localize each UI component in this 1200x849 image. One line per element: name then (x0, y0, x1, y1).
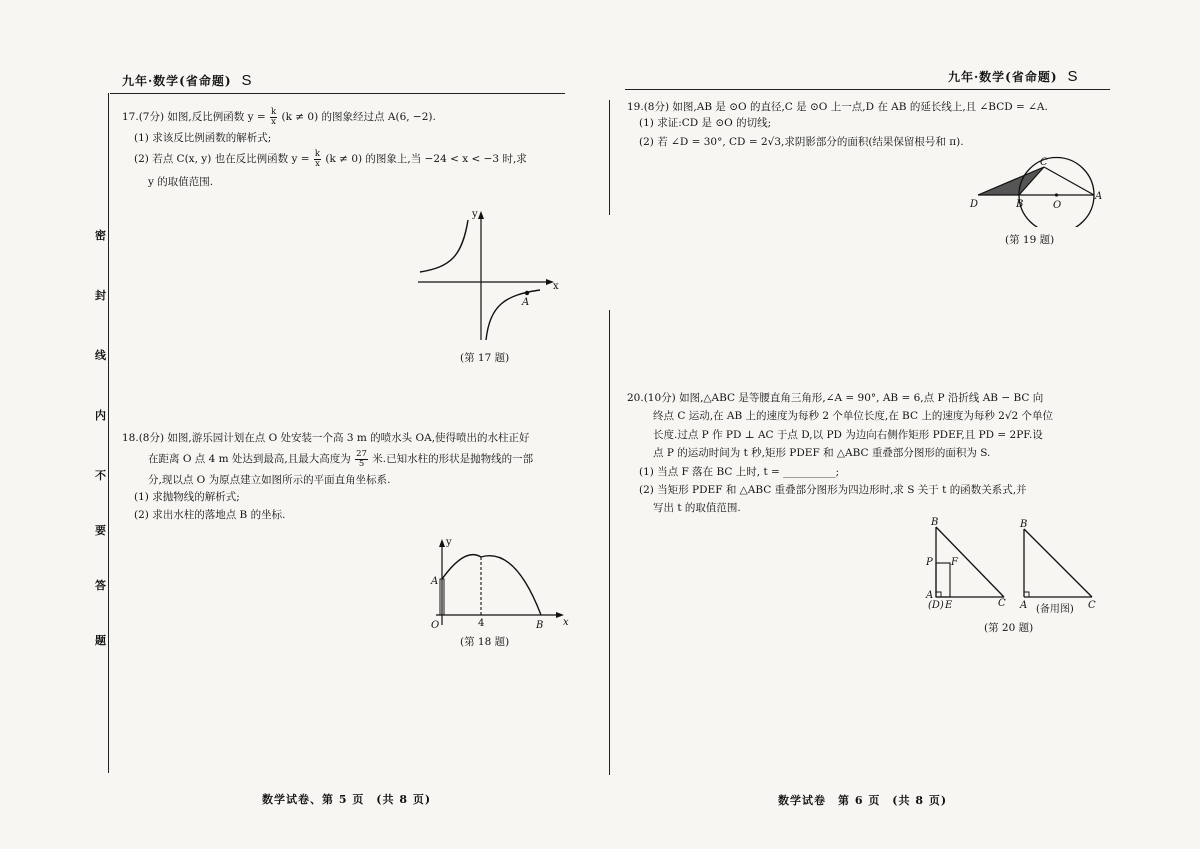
point-a-label: A (522, 297, 530, 308)
hyperbola-branch-2nd-quadrant (420, 220, 468, 272)
seal-char: 要 (95, 524, 106, 537)
fraction-k-over-x (314, 150, 321, 168)
frac-den: x (315, 158, 320, 169)
q17-stem-a: 17.(7分) 如图,反比例函数 y = (122, 111, 266, 123)
q18-stem-b-a: 在距离 O 点 4 m 处达到最高,且最大高度为 (148, 453, 351, 466)
q18-caption: (第 18 题) (460, 636, 510, 648)
label-b: B (1016, 199, 1024, 210)
label-f: F (951, 557, 958, 568)
label-a: A (1095, 191, 1103, 202)
frac-num: 27 (356, 449, 367, 460)
left-page-header (122, 72, 253, 89)
point-a-label: A (431, 576, 439, 587)
q17-part2-b: (k ≠ 0) 的图象上,当 −24 < x < −3 时,求 (325, 153, 527, 166)
q19-figure (962, 155, 1107, 227)
q17-part1: (1) 求该反比例函数的解析式; (134, 132, 272, 144)
seal-char: 线 (95, 349, 106, 362)
q19-caption: (第 19 题) (1005, 234, 1055, 246)
point-b-label: B (536, 620, 544, 631)
frac-num: k (271, 107, 277, 117)
frac-den: x (271, 116, 276, 127)
label-d: (D) (928, 600, 944, 611)
right-page-header (948, 68, 1079, 85)
q18-part1: (1) 求抛物线的解析式; (134, 490, 240, 503)
circle-o (1019, 158, 1094, 228)
main-triangle (936, 527, 1004, 597)
frac-den: 5 (358, 458, 365, 469)
seal-char: 答 (95, 579, 106, 592)
label-c: C (1088, 600, 1096, 611)
label-p: P (926, 557, 933, 568)
header-title: 九年·数学(省命题) (948, 70, 1058, 84)
point-a (525, 291, 529, 295)
q18-stem-c: 分,现以点 O 为原点建立如图所示的平面直角坐标系. (148, 474, 391, 487)
question-18 (122, 430, 572, 523)
q18-stem-b (122, 450, 572, 468)
y-axis-label: y (446, 537, 452, 548)
q18-part2: (2) 求出水柱的落地点 B 的坐标. (134, 508, 286, 521)
tick-4-label: 4 (478, 618, 485, 629)
fraction-k-over-x (270, 108, 277, 126)
label-b: B (931, 517, 939, 528)
q17-part2-a: (2) 若点 C(x, y) 也在反比例函数 y = (134, 153, 310, 166)
q17-stem (122, 108, 572, 126)
question-17 (122, 108, 572, 191)
spare-figure-label: (备用图) (1036, 604, 1074, 615)
q20-part1: (1) 当点 F 落在 BC 上时, t = __________; (639, 465, 840, 478)
q20-stem-b: 终点 C 运动,在 AB 上的速度为每秒 2 个单位长度,在 BC 上的速度为每秒 2√2 个单位 (653, 410, 1054, 423)
header-suffix: S (241, 72, 253, 89)
origin-label: O (431, 620, 440, 631)
seal-char: 题 (95, 634, 106, 647)
header-rule (625, 89, 1110, 90)
q19-part1: (1) 求证:CD 是 ⊙O 的切线; (639, 117, 772, 130)
chord-ca (1044, 167, 1094, 195)
frac-num: k (314, 149, 321, 160)
label-c: C (1040, 157, 1048, 168)
label-o: O (1053, 200, 1062, 211)
header-rule (110, 93, 565, 94)
y-axis-arrow (439, 539, 445, 547)
q20-figure (922, 517, 1112, 619)
label-c: C (998, 598, 1006, 609)
q17-figure (410, 205, 570, 345)
x-axis-label: x (563, 617, 569, 628)
label-a: A (926, 590, 934, 601)
q17-part2-c: y 的取值范围. (148, 176, 214, 189)
q19-part2: (2) 若 ∠D = 30°, CD = 2√3,求阴影部分的面积(结果保留根号和 π). (639, 135, 964, 148)
q20-stem-c: 长度.过点 P 作 PD ⊥ AC 于点 D,以 PD 为边向右侧作矩形 PDEF,且 PD = 2PF.设 (653, 428, 1043, 441)
q20-caption: (第 20 题) (984, 622, 1034, 634)
q20-part2-b: 写出 t 的取值范围. (653, 502, 741, 515)
spare-triangle (1024, 529, 1092, 597)
right-footer: 数学试卷 第 6 页 (共 8 页) (778, 794, 948, 807)
seal-char: 密 (95, 229, 106, 242)
center-o (1055, 193, 1058, 196)
seal-char: 封 (95, 289, 106, 302)
q18-stem-b-b: 米.已知水柱的形状是抛物线的一部 (372, 453, 534, 466)
q17-stem-b: (k ≠ 0) 的图象经过点 A(6, −2). (281, 111, 436, 123)
label-b: B (1020, 519, 1028, 530)
q20-stem-a: 20.(10分) 如图,△ABC 是等腰直角三角形,∠A = 90°, AB = 6,点 P 沿折线 AB − BC 向 (627, 392, 1044, 404)
seal-char: 不 (95, 469, 106, 482)
label-d: D (970, 199, 979, 210)
water-parabola (442, 555, 541, 615)
label-a: A (1020, 600, 1028, 611)
page-divider-bottom (609, 310, 610, 775)
header-suffix: S (1067, 68, 1079, 85)
fraction-27-over-5 (355, 450, 368, 468)
y-axis-label: y (472, 209, 478, 220)
page-divider-top (609, 100, 610, 215)
hyperbola-branch-4th-quadrant (486, 290, 540, 340)
header-title: 九年·数学(省命题) (122, 74, 232, 88)
left-footer: 数学试卷、第 5 页 (共 8 页) (262, 793, 432, 806)
question-20 (627, 389, 1117, 518)
x-axis-label: x (553, 281, 559, 292)
q19-stem: 19.(8分) 如图,AB 是 ⊙O 的直径,C 是 ⊙O 上一点,D 在 AB 的延长线上,且 ∠BCD = ∠A. (627, 101, 1048, 113)
label-e: E (945, 600, 953, 611)
seal-char: 内 (95, 409, 106, 422)
q17-caption: (第 17 题) (460, 352, 510, 364)
q17-part2 (122, 150, 572, 168)
binding-line (108, 93, 109, 773)
q18-stem-a: 18.(8分) 如图,游乐园计划在点 O 处安装一个高 3 m 的喷水头 OA,使得喷出的水柱正好 (122, 432, 530, 444)
q20-stem-d: 点 P 的运动时间为 t 秒,矩形 PDEF 和 △ABC 重叠部分图形的面积为 S. (653, 447, 991, 460)
question-19 (627, 99, 1117, 150)
y-axis-arrow (478, 211, 484, 219)
q18-figure (420, 535, 570, 635)
q20-part2-a: (2) 当矩形 PDEF 和 △ABC 重叠部分图形为四边形时,求 S 关于 t 的函数关系式,并 (639, 483, 1027, 496)
